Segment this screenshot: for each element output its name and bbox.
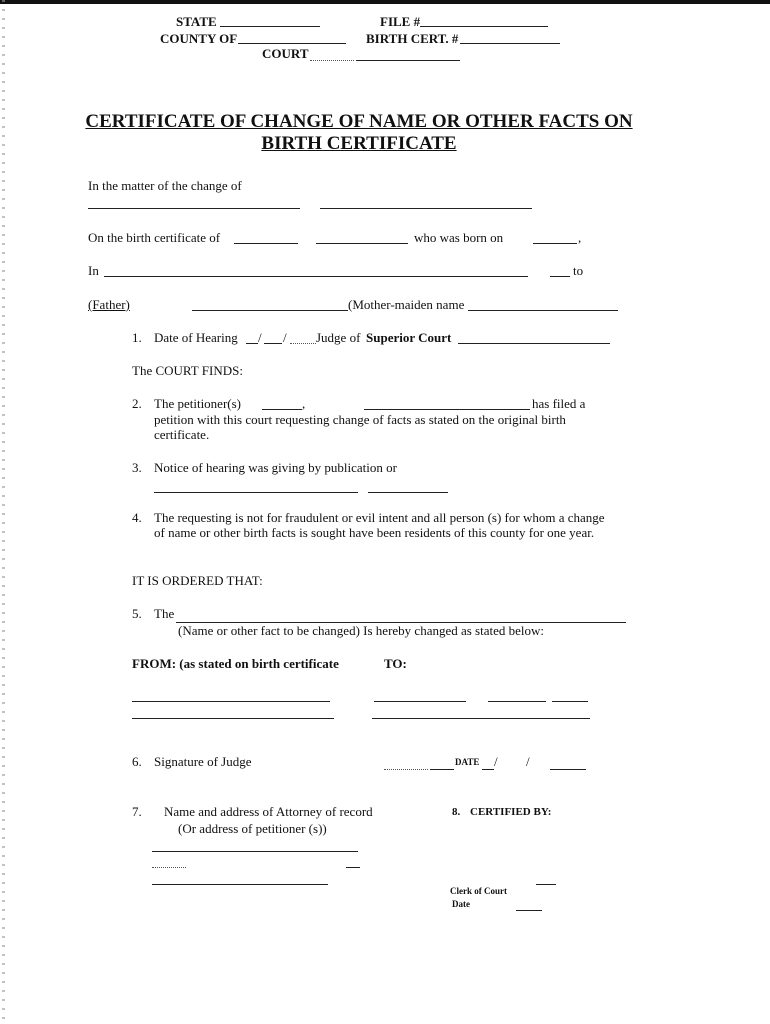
date-label: DATE (455, 757, 480, 767)
item-6-number: 6. (132, 754, 142, 769)
hearing-day-field[interactable] (264, 343, 282, 344)
birth-cert-of-field-2[interactable] (316, 243, 408, 244)
has-filed-label: has filed a (532, 396, 586, 411)
document-title-line2: BIRTH CERTIFICATE (261, 133, 457, 154)
notice-text: Notice of hearing was giving by publication or (154, 460, 397, 475)
hearing-slash-1: / (258, 330, 262, 345)
signature-field[interactable] (430, 769, 454, 770)
item-5-number: 5. (132, 606, 142, 621)
file-label: FILE # (380, 14, 421, 29)
date-month-field[interactable] (482, 769, 494, 770)
matter-field-2[interactable] (320, 208, 532, 209)
hearing-slash-2: / (283, 330, 287, 345)
state-field[interactable] (220, 26, 320, 27)
the-label: The (154, 606, 175, 621)
ordered-label: IT IS ORDERED THAT: (132, 573, 263, 588)
born-on-comma: , (578, 230, 582, 245)
signature-label: Signature of Judge (154, 754, 252, 769)
to-field-1a[interactable] (374, 701, 466, 702)
court-finds-label: The COURT FINDS: (132, 363, 243, 378)
petition-text: petition with this court requesting change of facts as stated on the original birth certificate. (154, 412, 566, 442)
notice-field-1[interactable] (154, 492, 358, 493)
birth-cert-of-label: On the birth certificate of (88, 230, 221, 245)
state-label: STATE (176, 14, 217, 29)
file-number-field[interactable] (420, 26, 548, 27)
to-field-1c[interactable] (552, 701, 588, 702)
hearing-year-field[interactable] (290, 343, 316, 344)
father-label: (Father) (88, 297, 130, 312)
attorney-field-3[interactable] (152, 884, 328, 885)
in-field[interactable] (104, 276, 528, 277)
court-label: COURT (262, 46, 309, 61)
hearing-month-field[interactable] (246, 343, 258, 344)
born-on-field[interactable] (533, 243, 577, 244)
clerk-date-label: Date (452, 899, 470, 909)
superior-court-label: Superior Court (366, 330, 452, 345)
county-field[interactable] (238, 43, 346, 44)
matter-field-1[interactable] (88, 208, 300, 209)
born-on-label: who was born on (414, 230, 504, 245)
in-label: In (88, 263, 99, 278)
court-field-dots (310, 60, 354, 61)
petitioner-field-2[interactable] (364, 409, 530, 410)
judge-label: Judge of (316, 330, 361, 345)
petitioner-label: The petitioner(s) (154, 396, 241, 411)
clerk-date-field[interactable] (516, 910, 542, 911)
petitioner-field-1[interactable] (262, 409, 302, 410)
birth-cert-number-field[interactable] (460, 43, 560, 44)
changed-text: (Name or other fact to be changed) Is hereby changed as stated below: (178, 623, 545, 638)
date-year-field[interactable] (550, 769, 586, 770)
to-field-1b[interactable] (488, 701, 546, 702)
birth-cert-label: BIRTH CERT. # (366, 31, 459, 46)
mother-field[interactable] (468, 310, 618, 311)
attorney-field-1[interactable] (152, 851, 358, 852)
document-title-line1: CERTIFICATE OF CHANGE OF NAME OR OTHER FACTS ON (85, 111, 633, 132)
to-label: to (573, 263, 584, 278)
from-field-2[interactable] (132, 718, 334, 719)
attorney-label: Name and address of Attorney of record (164, 804, 373, 819)
attorney-field-2-dots (152, 867, 186, 868)
item-3-number: 3. (132, 460, 142, 475)
clerk-of-court-label: Clerk of Court (450, 886, 507, 896)
father-field[interactable] (192, 310, 348, 311)
top-edge-bar (0, 0, 770, 4)
intent-text: The requesting is not for fraudulent or evil intent and all person (s) for whom a change of name or other birth facts is sought have been residents of this county for one year. (154, 510, 605, 540)
item-2-number: 2. (132, 396, 142, 411)
county-label: COUNTY OF (160, 31, 238, 46)
item-4-number: 4. (132, 510, 142, 525)
date-slash-1: / (494, 754, 498, 769)
item-8-number: 8. (452, 806, 461, 818)
attorney-field-2[interactable] (346, 867, 360, 868)
clerk-field[interactable] (536, 884, 556, 885)
in-field-short[interactable] (550, 276, 570, 277)
court-field[interactable] (356, 60, 460, 61)
from-field-1[interactable] (132, 701, 330, 702)
item-7-number: 7. (132, 804, 142, 819)
from-label: FROM: (as stated on birth certificate (132, 656, 339, 671)
birth-cert-of-field-1[interactable] (234, 243, 298, 244)
judge-field[interactable] (458, 343, 610, 344)
petitioner-address-label: (Or address of petitioner (s)) (178, 821, 327, 836)
certified-by-label: CERTIFIED BY: (470, 806, 552, 818)
notice-field-2[interactable] (368, 492, 448, 493)
signature-field-dots (384, 769, 428, 770)
date-slash-2: / (526, 754, 530, 769)
item-1-number: 1. (132, 330, 142, 345)
hearing-label: Date of Hearing (154, 330, 238, 345)
matter-label: In the matter of the change of (88, 178, 242, 193)
to-column-label: TO: (384, 656, 407, 671)
to-field-2[interactable] (372, 718, 590, 719)
petitioner-comma: , (302, 396, 306, 411)
mother-label: (Mother-maiden name (348, 297, 465, 312)
